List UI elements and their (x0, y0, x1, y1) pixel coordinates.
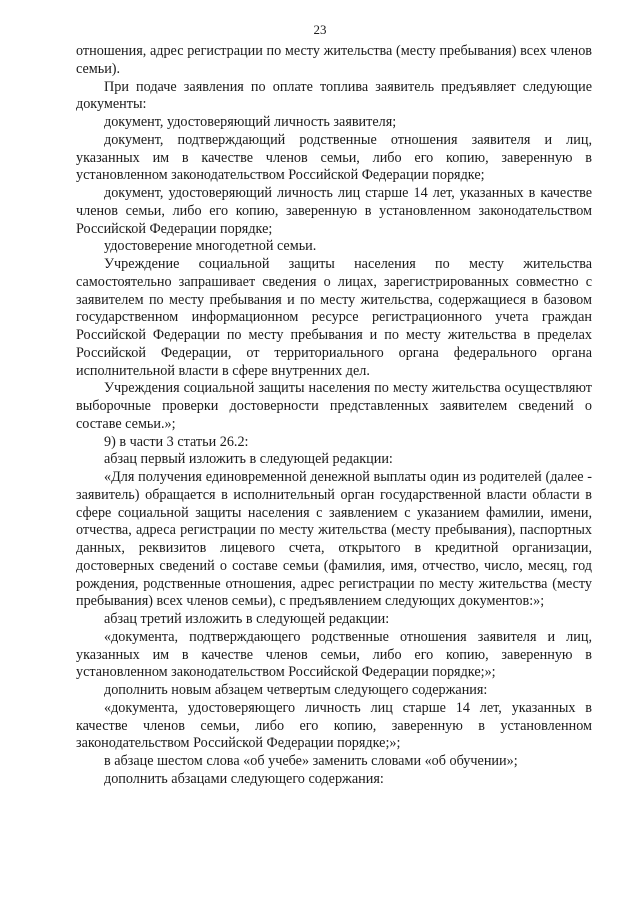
paragraph: документ, подтверждающий родственные отношения заявителя и лиц, указанных им в качестве членов семьи, либо его копию, заверенную в установленном законодательством Российской Федерации порядке; (76, 131, 592, 184)
paragraph: удостоверение многодетной семьи. (104, 238, 317, 255)
paragraph: «Для получения единовременной денежной выплаты один из родителей (далее - заявитель) обращается в исполнительный орган государственной власти области в сфере социальной защиты населения с заявлением с указанием фамилии, имени, отчества, адреса регистрации по месту жительства (месту пребывания), паспортных данных, реквизитов лицевого счета, открытого в кредитной организации, достоверных сведений о составе семьи (фамилия, имя, отчество, число, месяц, год рождения, родственные отношения, адрес регистрации по месту жительства (месту пребывания) всех членов семьи), с предъявлением следующих документов:»; (76, 469, 592, 610)
paragraph: в абзаце шестом слова «об учебе» заменить словами «об обучении»; (104, 753, 518, 769)
paragraph: Учреждения социальной защиты населения по месту жительства осуществляют выборочные проверки достоверности представленных заявителем сведений о составе семьи.»; (76, 380, 592, 432)
paragraph: «документа, подтверждающего родственные отношения заявителя и лиц, указанных им в качестве членов семьи, либо его копию, заверенную в установленном законодательством Российской Федерации порядке;»; (76, 628, 592, 681)
page-number: 23 (313, 22, 327, 37)
paragraph: дополнить абзацами следующего содержания: (104, 770, 384, 787)
document-body (76, 43, 592, 789)
paragraph: Учреждение социальной защиты населения по месту жительства самостоятельно запрашивает сведения о лицах, зарегистрированных совместно с заявителем по месту пребывания и по месту жительства, содержащиеся в базовом государственном информационном ресурсе регистрационного учета граждан Российской Федерации по месту пребывания и по месту жительства в пределах Российской Федерации, от территориального органа федерального органа исполнительной власти в сфере внутренних дел. (76, 256, 592, 379)
paragraph: абзац третий изложить в следующей редакции: (104, 611, 390, 627)
paragraph: дополнить новым абзацем четвертым следующего содержания: (104, 682, 488, 698)
paragraph: документ, удостоверяющий личность заявителя; (104, 114, 397, 130)
paragraph: абзац первый изложить в следующей редакции: (104, 451, 393, 468)
paragraph: документ, удостоверяющий личность лиц старше 14 лет, указанных в качестве членов семьи, либо его копию, заверенную в установленном законодательством Российской Федерации порядке; (76, 185, 592, 237)
paragraph: 9) в части 3 статьи 26.2: (104, 433, 249, 450)
paragraph: отношения, адрес регистрации по месту жительства (месту пребывания) всех членов семьи). (76, 43, 592, 77)
paragraph: При подаче заявления по оплате топлива заявитель предъявляет следующие документы: (76, 78, 592, 113)
paragraph: «документа, удостоверяющего личность лиц старше 14 лет, указанных в качестве членов семьи, либо его копию, заверенную в установленном законодательством Российской Федерации порядке;»; (76, 699, 592, 752)
